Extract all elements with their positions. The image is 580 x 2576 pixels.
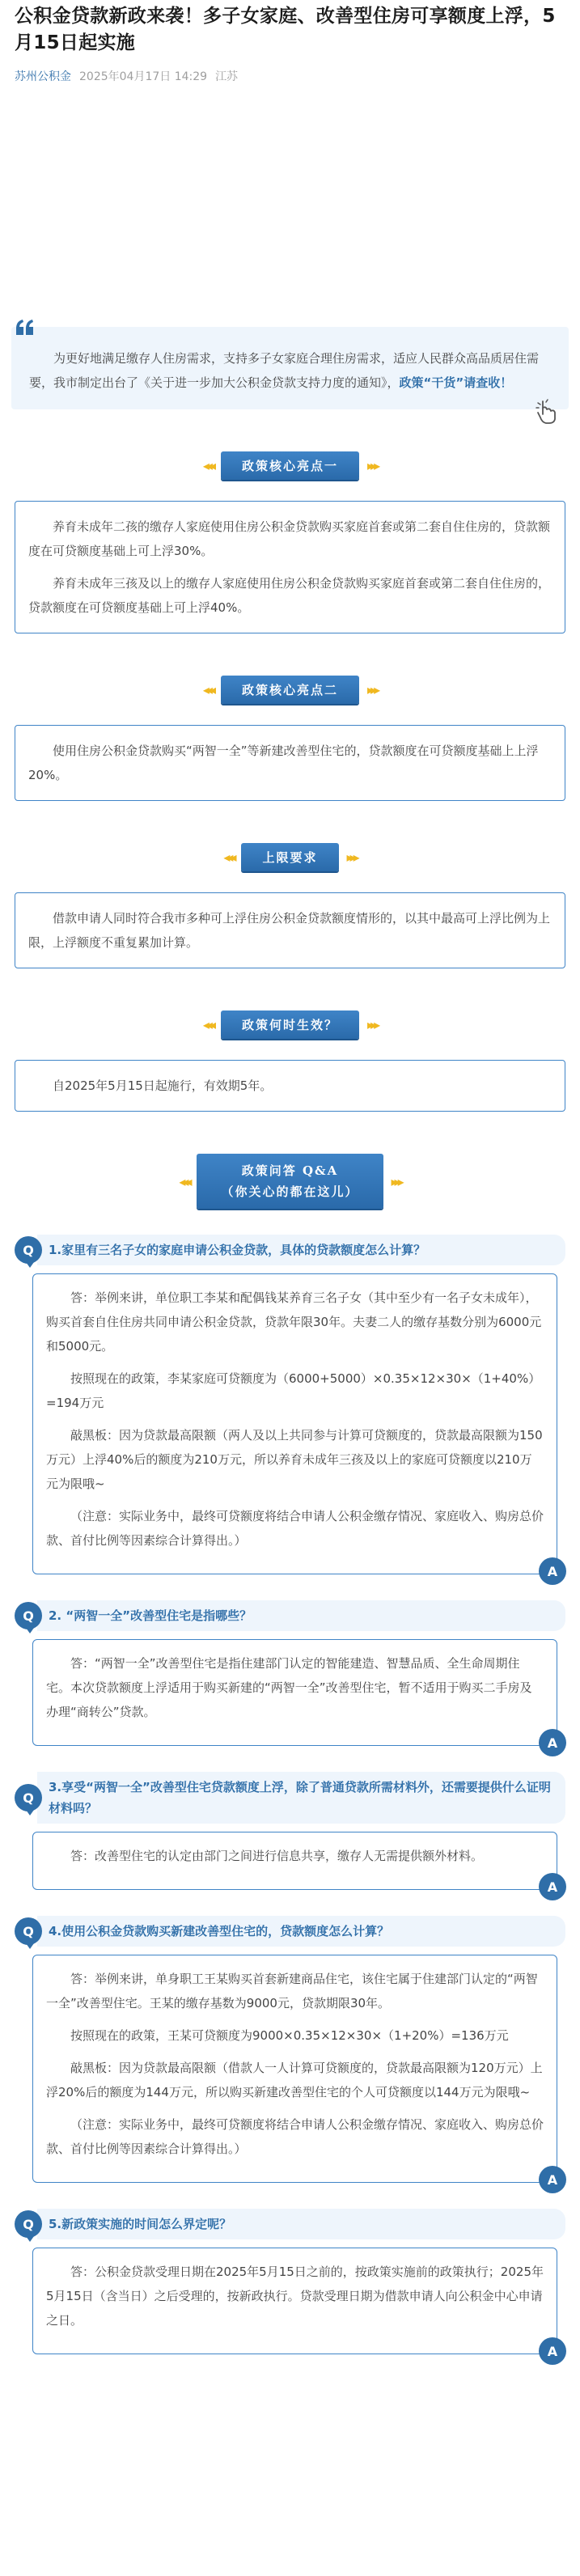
section-ribbon-wrap: [15, 1010, 565, 1039]
left-arrows-icon: ◂◂◂: [202, 458, 213, 473]
qa-item: [15, 1772, 565, 1895]
question-header: [15, 1772, 565, 1824]
answer-paragraph: 按照现在的政策，李某家庭可贷额度为（6000+5000）×0.35×12×30×（1+40%）=194万元: [46, 1371, 541, 1410]
answer-paragraph: 答：举例来讲，单位职工李某和配偶钱某养育三名子女（其中至少有一名子女未成年），购买首套自住住房共同申请公积金贷款，贷款年限30年。夫妻二人的缴存基数分别为6000元和5000元。: [46, 1290, 542, 1354]
question-text: 1.家里有三名子女的家庭申请公积金贷款，具体的贷款额度怎么计算？: [37, 1235, 565, 1265]
section-paragraph: 养育未成年二孩的缴存人家庭使用住房公积金贷款购买家庭首套或第二套自住住房的，贷款额度在可贷额度基础上可上浮30%。: [28, 519, 551, 558]
left-arrows-icon: ◂◂◂: [202, 682, 213, 697]
question-badge: Q: [15, 1236, 42, 1264]
intro-body: 为更好地满足缴存人住房需求，支持多子女家庭合理住房需求，适应人民群众高品质居住需要，我市制定出台了《关于进一步加大公积金贷款支持力度的通知》，: [29, 351, 540, 390]
publish-location: 江苏: [215, 70, 239, 83]
blank-space: [15, 84, 565, 327]
article-meta: [15, 68, 565, 84]
answer-paragraph: 答：“两智一全”改善型住宅是指住建部门认定的智能建造、智慧品质、全生命周期住宅。本次贷款额度上浮适用于购买新建的“两智一全”改善型住宅，暂不适用于购买二手房及办理“商转公”贷款。: [46, 1656, 532, 1719]
question-text: 2. “两智一全”改善型住宅是指哪些？: [37, 1600, 565, 1631]
qa-ribbon-label: [197, 1154, 383, 1209]
qa-ribbon-wrap: [15, 1154, 565, 1209]
answer-paragraph: 答：举例来讲，单身职工王某购买首套新建商品住宅，该住宅属于住建部门认定的“两智一全”改善型住宅。王某的缴存基数为9000元，贷款期限30年。: [46, 1972, 538, 2010]
account-name-link[interactable]: 苏州公积金: [15, 70, 71, 83]
question-header: [15, 1600, 565, 1631]
section-paragraph: 借款申请人同时符合我市多种可上浮住房公积金贷款额度情形的，以其中最高可上浮比例为上限，上浮额度不重复累加计算。: [28, 911, 551, 950]
qa-ribbon-line1: 政策问答 Q&A: [241, 1163, 339, 1178]
question-badge: Q: [15, 2210, 42, 2238]
left-arrows-icon: ◂◂◂: [179, 1173, 189, 1189]
question-header: [15, 2209, 565, 2239]
answer-paragraph: 敲黑板：因为贷款最高限额（借款人一人计算可贷额度的，贷款最高限额为120万元）上浮20%后的额度为144万元，所以购买新建改善型住宅的个人可贷额度以144万元为限哦~: [46, 2061, 543, 2099]
qa-ribbon-line2: （你关心的都在这儿）: [221, 1184, 359, 1199]
answer-paragraph: （注意：实际业务中，最终可贷额度将结合申请人公积金缴存情况、家庭收入、购房总价款、首付比例等因素综合计算得出。）: [46, 2117, 544, 2156]
answer-box: [32, 1832, 558, 1895]
answer-box: [32, 1273, 558, 1579]
section-ribbon-label: 政策核心亮点一: [221, 451, 359, 480]
qa-item: [15, 1916, 565, 2188]
left-arrows-icon: ◂◂◂: [223, 849, 234, 865]
answer-paragraph: （注意：实际业务中，最终可贷额度将结合申请人公积金缴存情况、家庭收入、购房总价款、首付比例等因素综合计算得出。）: [46, 1509, 544, 1548]
section-ribbon-wrap: [15, 676, 565, 704]
publish-date: 2025年04月17日 14:29: [79, 70, 208, 83]
question-header: [15, 1916, 565, 1947]
answer-badge: A: [539, 2166, 566, 2193]
question-badge: Q: [15, 1784, 42, 1811]
right-arrows-icon: ▸▸▸: [346, 849, 357, 865]
answer-box: [32, 1639, 558, 1751]
section-paragraph: 使用住房公积金贷款购买“两智一全”等新建改善型住宅的，贷款额度在可贷额度基础上上浮20%。: [28, 744, 539, 782]
section-ribbon: [203, 451, 377, 480]
answer-badge: A: [539, 1729, 566, 1756]
answer-paragraph: 敲黑板：因为贷款最高限额（两人及以上共同参与计算可贷额度的，贷款最高限额为150万元）上浮40%后的额度为210万元，所以养育未成年三孩及以上的家庭可贷额度以210万元为限哦~: [46, 1428, 543, 1491]
quote-mark-icon: [15, 319, 36, 337]
section-content-box: [15, 892, 565, 968]
left-arrows-icon: ◂◂◂: [202, 1017, 213, 1032]
section-ribbon: [203, 1010, 377, 1039]
question-text: 4.使用公积金贷款购买新建改善型住宅的，贷款额度怎么计算？: [37, 1916, 565, 1947]
section-ribbon-label: 上限要求: [241, 843, 338, 871]
intro-box: [11, 327, 569, 409]
section-ribbon-label: 政策何时生效？: [221, 1010, 359, 1039]
qa-item: [15, 1235, 565, 1579]
answer-box: [32, 2248, 558, 2359]
question-badge: Q: [15, 1602, 42, 1629]
question-badge: Q: [15, 1917, 42, 1945]
answer-paragraph: 按照现在的政策，王某可贷额度为9000×0.35×12×30×（1+20%）=136万元: [70, 2028, 509, 2043]
section-paragraph: 自2025年5月15日起施行，有效期5年。: [53, 1078, 273, 1093]
section-ribbon-label: 政策核心亮点二: [221, 676, 359, 704]
section-ribbon: [223, 843, 356, 871]
section-ribbon-wrap: [15, 843, 565, 871]
answer-badge: A: [539, 1873, 566, 1900]
section-content-box: [15, 1060, 565, 1112]
question-text: 5.新政策实施的时间怎么界定呢？: [37, 2209, 565, 2239]
question-text: 3.享受“两智一全”改善型住宅贷款额度上浮，除了普通贷款所需材料外，还需要提供什么证明材料吗？: [37, 1772, 565, 1824]
right-arrows-icon: ▸▸▸: [367, 1017, 378, 1032]
right-arrows-icon: ▸▸▸: [367, 458, 378, 473]
answer-paragraph: 答：公积金贷款受理日期在2025年5月15日之前的，按政策实施前的政策执行；2025年5月15日（含当日）之后受理的，按新政执行。贷款受理日期为借款申请人向公积金中心申请之日。: [46, 2265, 544, 2328]
qa-item: [15, 1600, 565, 1751]
article-title: 公积金贷款新政来袭！多子女家庭、改善型住房可享额度上浮，5月15日起实施: [15, 6, 556, 53]
right-arrows-icon: ▸▸▸: [391, 1173, 401, 1189]
section-ribbon: [203, 676, 377, 704]
question-header: [15, 1235, 565, 1265]
intro-highlight: 政策“干货”请查收！: [399, 375, 513, 390]
section-content-box: [15, 725, 565, 801]
right-arrows-icon: ▸▸▸: [367, 682, 378, 697]
section-paragraph: 养育未成年三孩及以上的缴存人家庭使用住房公积金贷款购买家庭首套或第二套自住住房的，贷款额度在可贷额度基础上可上浮40%。: [28, 576, 551, 615]
intro-text: [29, 346, 551, 395]
pointing-hand-icon: [535, 396, 564, 426]
answer-paragraph: 答：改善型住宅的认定由部门之间进行信息共享，缴存人无需提供额外材料。: [70, 1849, 484, 1863]
answer-badge: A: [539, 2337, 566, 2365]
answer-box: [32, 1955, 558, 2188]
qa-item: [15, 2209, 565, 2359]
answer-badge: A: [539, 1557, 566, 1585]
qa-ribbon: [179, 1154, 400, 1209]
section-content-box: [15, 501, 565, 633]
section-ribbon-wrap: [15, 451, 565, 480]
